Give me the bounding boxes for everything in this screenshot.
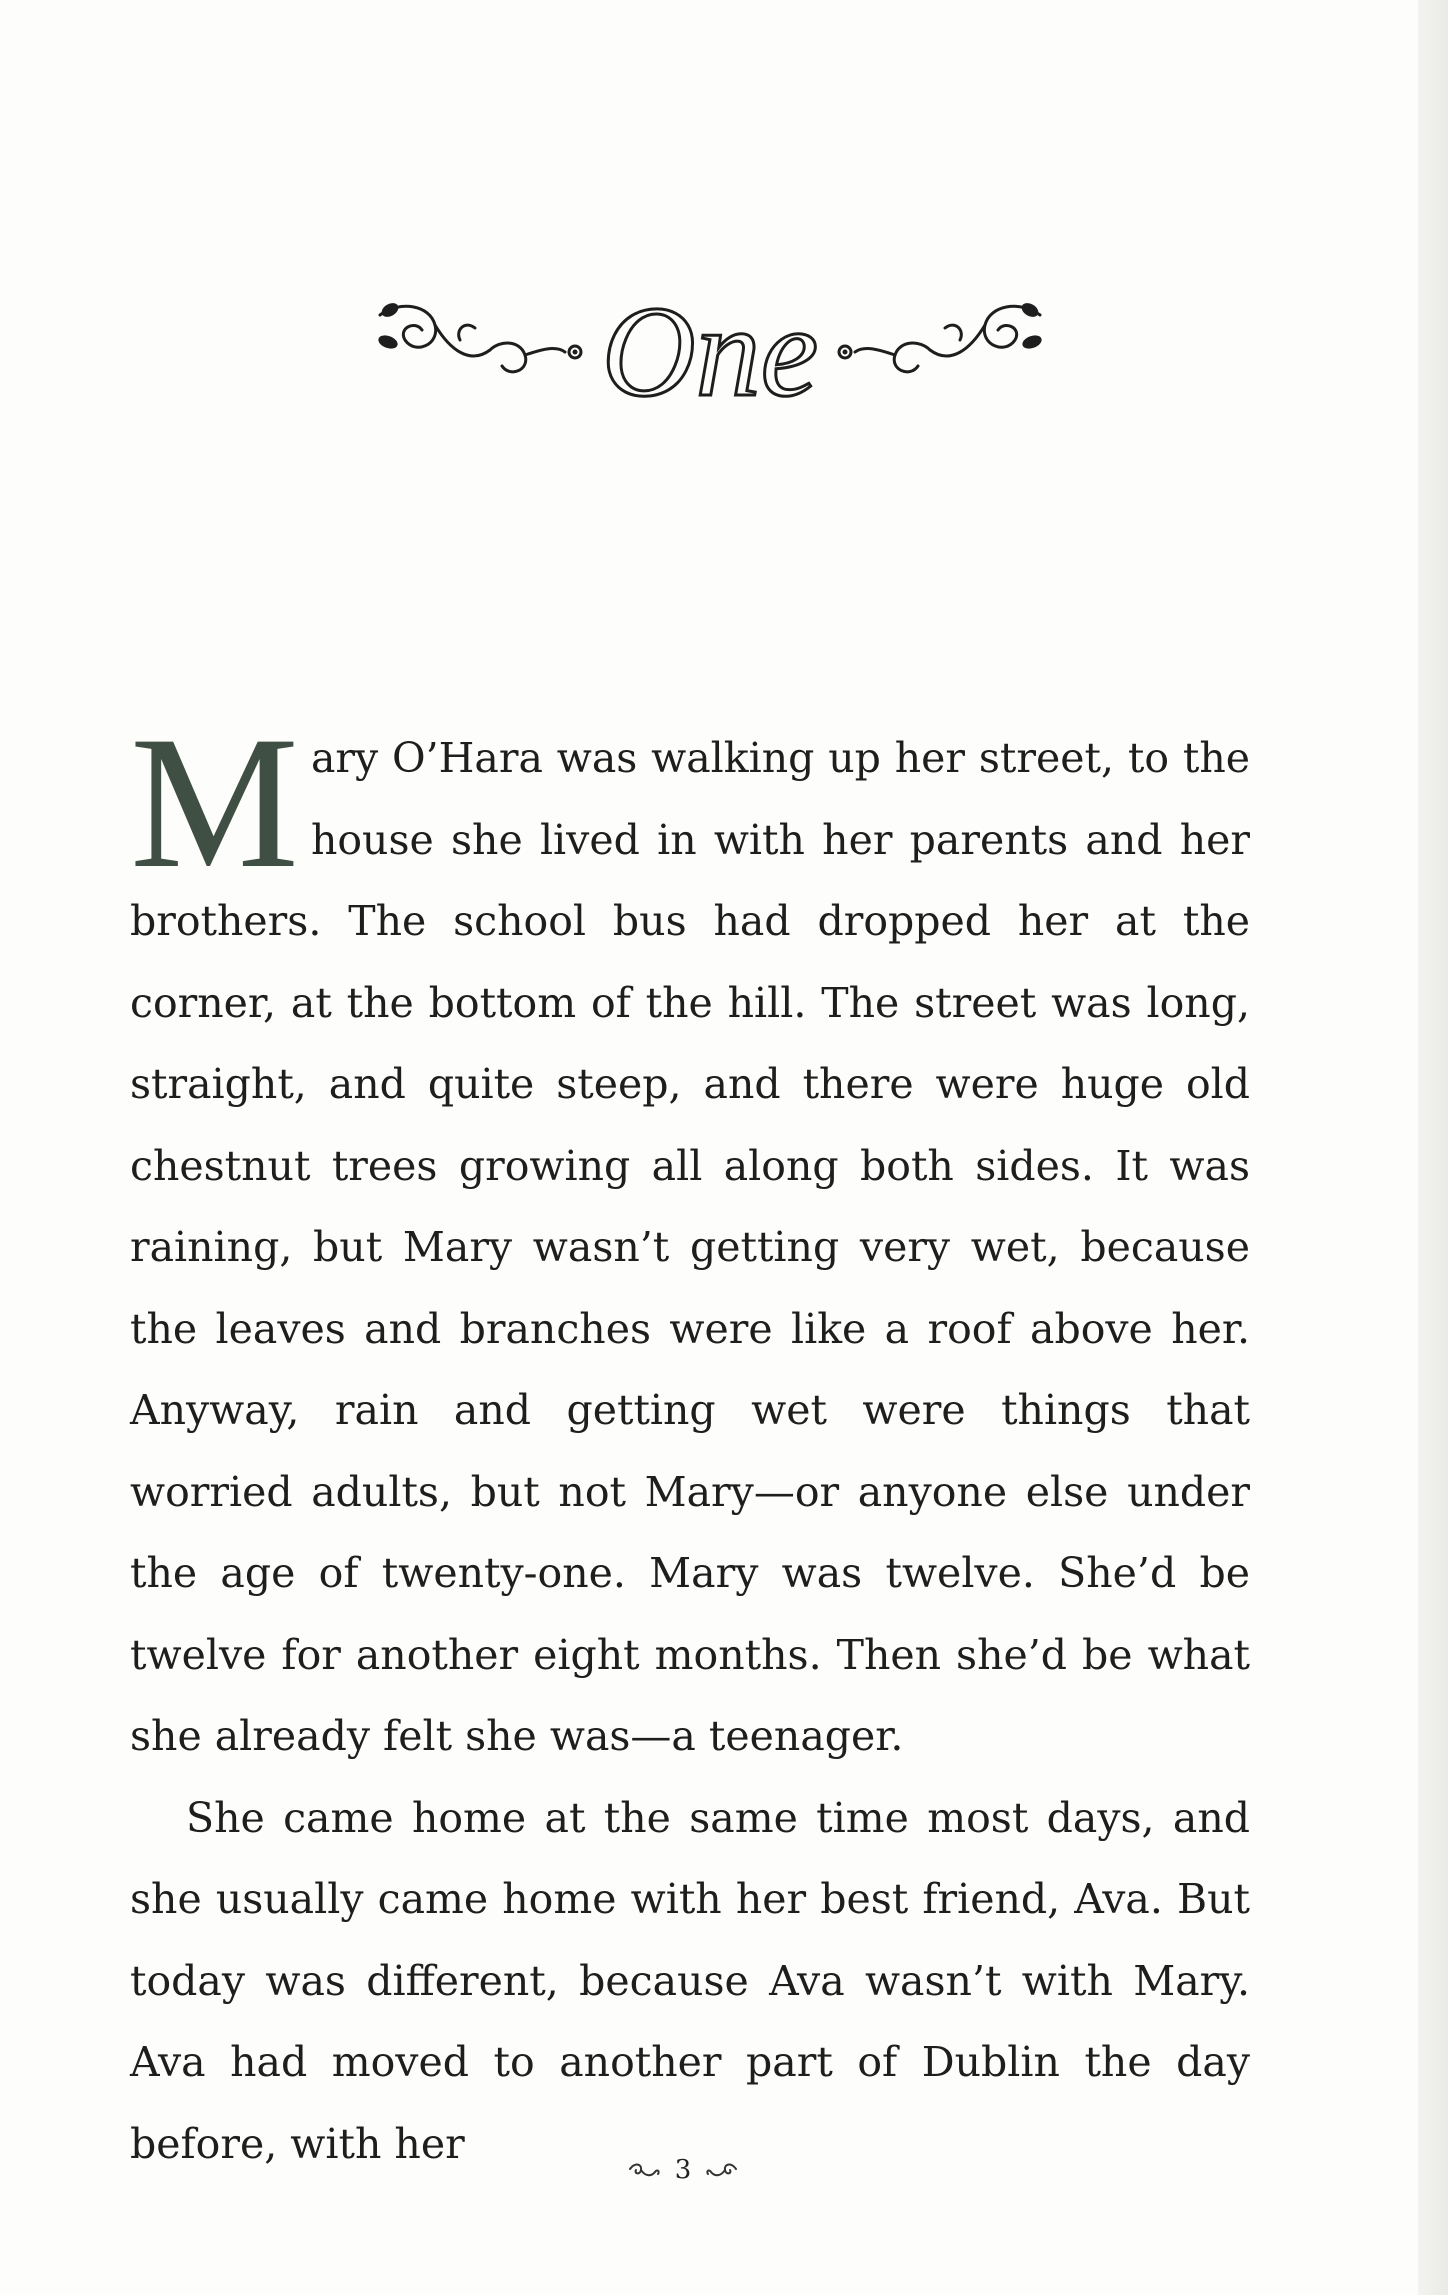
body-text [130, 698, 1250, 2185]
page-edge [1418, 0, 1448, 2295]
folio-left-ornament-icon [627, 2159, 661, 2181]
page-footer [608, 2150, 758, 2190]
right-flourish-ornament [839, 300, 1043, 372]
left-flourish-ornament [377, 300, 581, 372]
paragraph-1 [130, 698, 1250, 1778]
drop-cap: M [130, 698, 299, 908]
folio-right-ornament-icon [705, 2159, 739, 2181]
paragraph-1-text: ary O’Hara was walking up her street, to the house she lived in with her parents and her brothers. The school bus had dropped her at the corner, at the bottom of the hill. The street was long, straight, and quite steep, and there were huge old chestnut trees growing all along both sides. It was raining, but Mary wasn’t getting very wet, because the leaves and branches were like a roof above her. Anyway, rain and getting wet were things that worried adults, but not Mary—or anyone else under the age of twenty-one. Mary was twelve. She’d be twelve for another eight months. Then she’d be what she already felt she was—a teenager. [130, 734, 1250, 1760]
page-number: 3 [674, 2155, 692, 2185]
chapter-heading [360, 270, 1060, 430]
chapter-title: One [601, 280, 819, 424]
paragraph-2: She came home at the same time most days, and she usually came home with her best friend, Ava. But today was different, because Ava wasn’t with Mary. Ava had moved to another part of Dublin the day before, with her [130, 1793, 1250, 2168]
